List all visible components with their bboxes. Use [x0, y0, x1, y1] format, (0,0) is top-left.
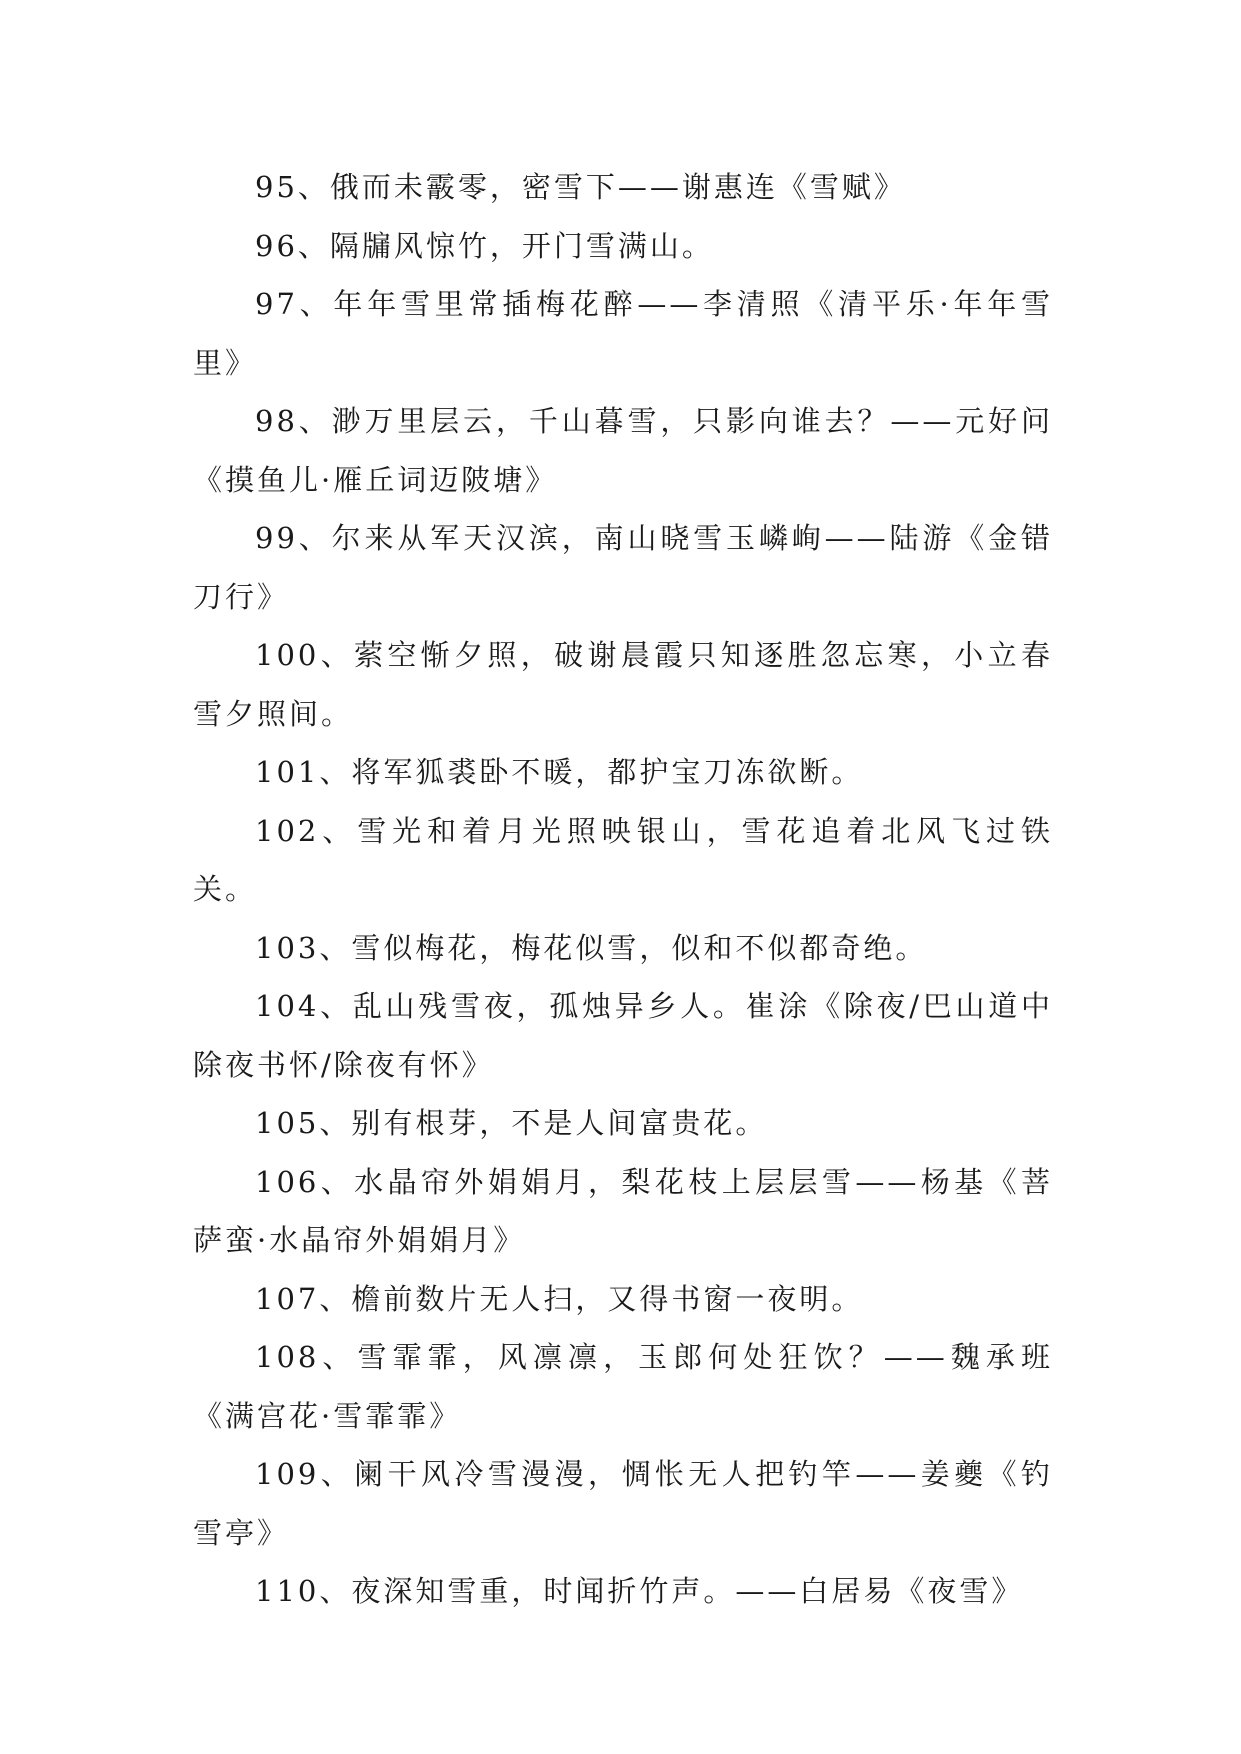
list-item: 106、水晶帘外娟娟月，梨花枝上层层雪——杨基《菩萨蛮·水晶帘外娟娟月》 [193, 1164, 1053, 1257]
list-item: 110、夜深知雪重，时闻折竹声。——白居易《夜雪》 [255, 1574, 1024, 1608]
poem-list [193, 158, 1053, 1621]
list-item: 95、俄而未霰零，密雪下——谢惠连《雪赋》 [255, 170, 906, 204]
list-item: 101、将军狐裘卧不暖，都护宝刀冻欲断。 [255, 755, 864, 789]
list-item: 107、檐前数片无人扫，又得书窗一夜明。 [255, 1281, 864, 1316]
list-item: 102、雪光和着月光照映银山，雪花追着北风飞过铁关。 [193, 813, 1053, 906]
list-item: 99、尔来从军天汉滨，南山晓雪玉嶙峋——陆游《金错刀行》 [193, 521, 1053, 614]
list-item: 103、雪似梅花，梅花似雪，似和不似都奇绝。 [255, 930, 928, 965]
list-item: 108、雪霏霏，风凛凛，玉郎何处狂饮？——魏承班《满宫花·雪霏霏》 [193, 1340, 1053, 1433]
list-item: 96、隔牖风惊竹，开门雪满山。 [255, 228, 714, 263]
list-item: 109、阑干风冷雪漫漫，惆怅无人把钓竿——姜夔《钓雪亭》 [193, 1457, 1053, 1550]
list-item: 98、渺万里层云，千山暮雪，只影向谁去？——元好问《摸鱼儿·雁丘词迈陂塘》 [193, 404, 1053, 497]
list-item: 100、萦空惭夕照，破谢晨霞只知逐胜忽忘寒，小立春雪夕照间。 [193, 638, 1053, 731]
list-item: 105、别有根芽，不是人间富贵花。 [255, 1106, 768, 1140]
list-item: 104、乱山残雪夜，孤烛异乡人。崔涂《除夜/巴山道中除夜书怀/除夜有怀》 [193, 989, 1053, 1082]
list-item: 97、年年雪里常插梅花醉——李清照《清平乐·年年雪里》 [193, 287, 1053, 380]
